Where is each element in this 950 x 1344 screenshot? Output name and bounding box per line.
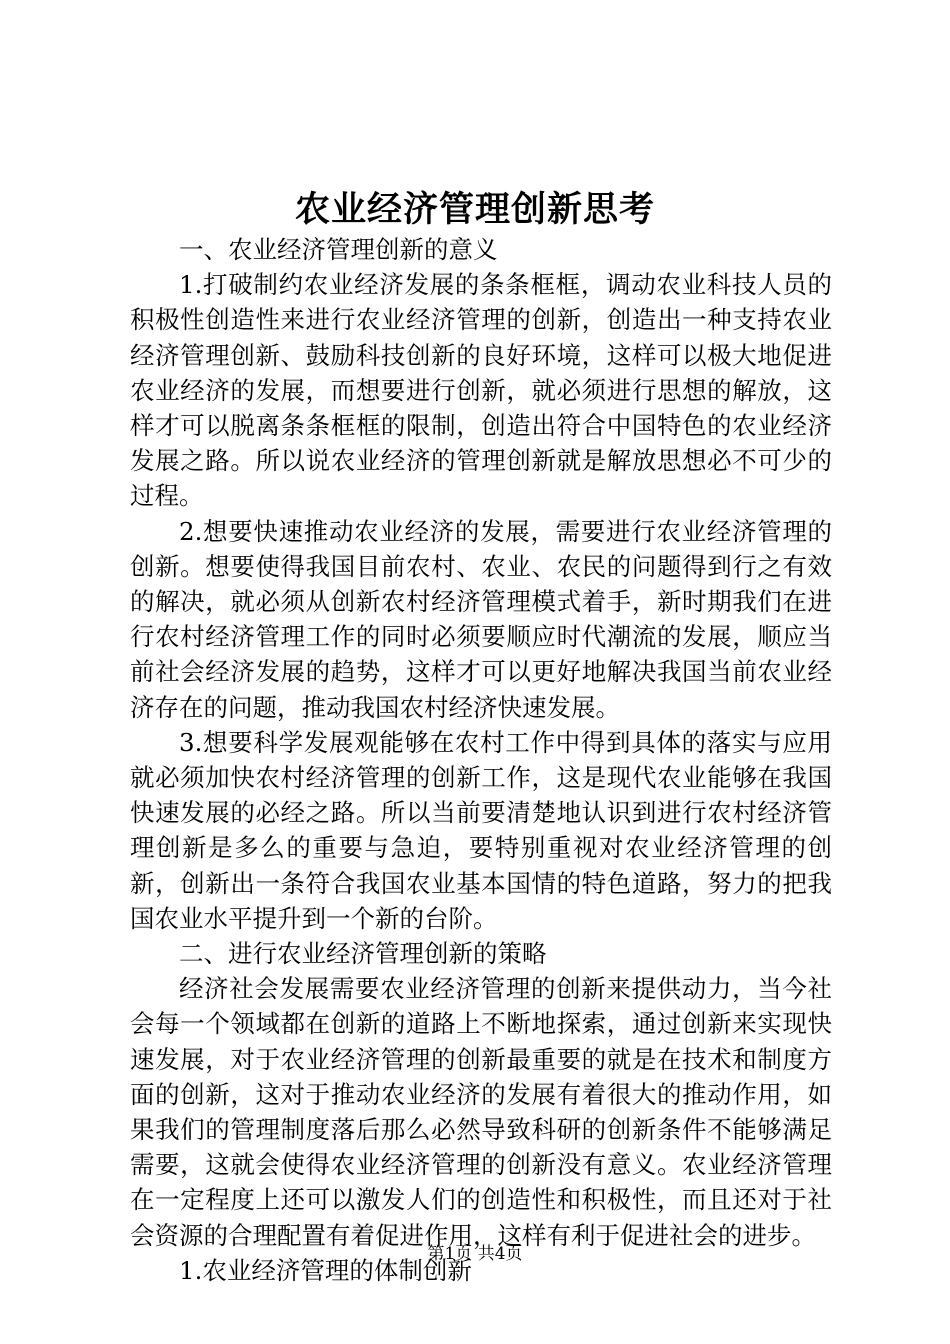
subheading-system-innovation: 1.农业经济管理的体制创新 xyxy=(179,1255,472,1285)
document-body xyxy=(130,232,832,1288)
paragraph-2: 2.想要快速推动农业经济的发展，需要进行农业经济管理的创新。想要使得我国目前农村、农业、农民的问题得到行之有效的解决，就必须从创新农村经济管理模式着手，新时期我们在进行农村经济管理工作的同时必须要顺应时代潮流的发展，顺应当前社会经济发展的趋势，这样才可以更好地解决我国当前农业经济存在的问题，推动我国农村经济快速发展。 xyxy=(130,516,832,722)
paragraph-strategy: 经济社会发展需要农业经济管理的创新来提供动力，当今社会每一个领域都在创新的道路上不断地探索，通过创新来实现快速发展，对于农业经济管理的创新最重要的就是在技术和制度方面的创新，这对于推动农业经济的发展有着很大的推动作用，如果我们的管理制度落后那么必然导致科研的创新条件不能够满足需要，这就会使得农业经济管理的创新没有意义。农业经济管理在一定程度上还可以激发人们的创造性和积极性，而且还对于社会资源的合理配置有着促进作用，这样有利于促进社会的进步。 xyxy=(130,974,832,1250)
document-title: 农业经济管理创新思考 xyxy=(294,189,655,230)
section-heading-significance: 一、农业经济管理创新的意义 xyxy=(179,235,498,264)
paragraph-1: 1.打破制约农业经济发展的条条框框，调动农业科技人员的积极性创造性来进行农业经济管理的创新，创造出一种支持农业经济管理创新、鼓励科技创新的良好环境，这样可以极大地促进农业经济的发展，而想要进行创新，就必须进行思想的解放，这样才可以脱离条条框框的限制，创造出符合中国特色的农业经济发展之路。所以说农业经济的管理创新就是解放思想必不可少的过程。 xyxy=(130,270,832,511)
section-heading-strategy: 二、进行农业经济管理创新的策略 xyxy=(179,939,547,969)
page-footer: 第1页 共4页 xyxy=(427,1244,523,1264)
paragraph-3: 3.想要科学发展观能够在农村工作中得到具体的落实与应用就必须加快农村经济管理的创新工作，这是现代农业能够在我国快速发展的必经之路。所以当前要清楚地认识到进行农村经济管理创新是多么的重要与急迫，要特别重视对农业经济管理的创新，创新出一条符合我国农业基本国情的特色道路，努力的把我国农业水平提升到一个新的台阶。 xyxy=(130,727,832,933)
